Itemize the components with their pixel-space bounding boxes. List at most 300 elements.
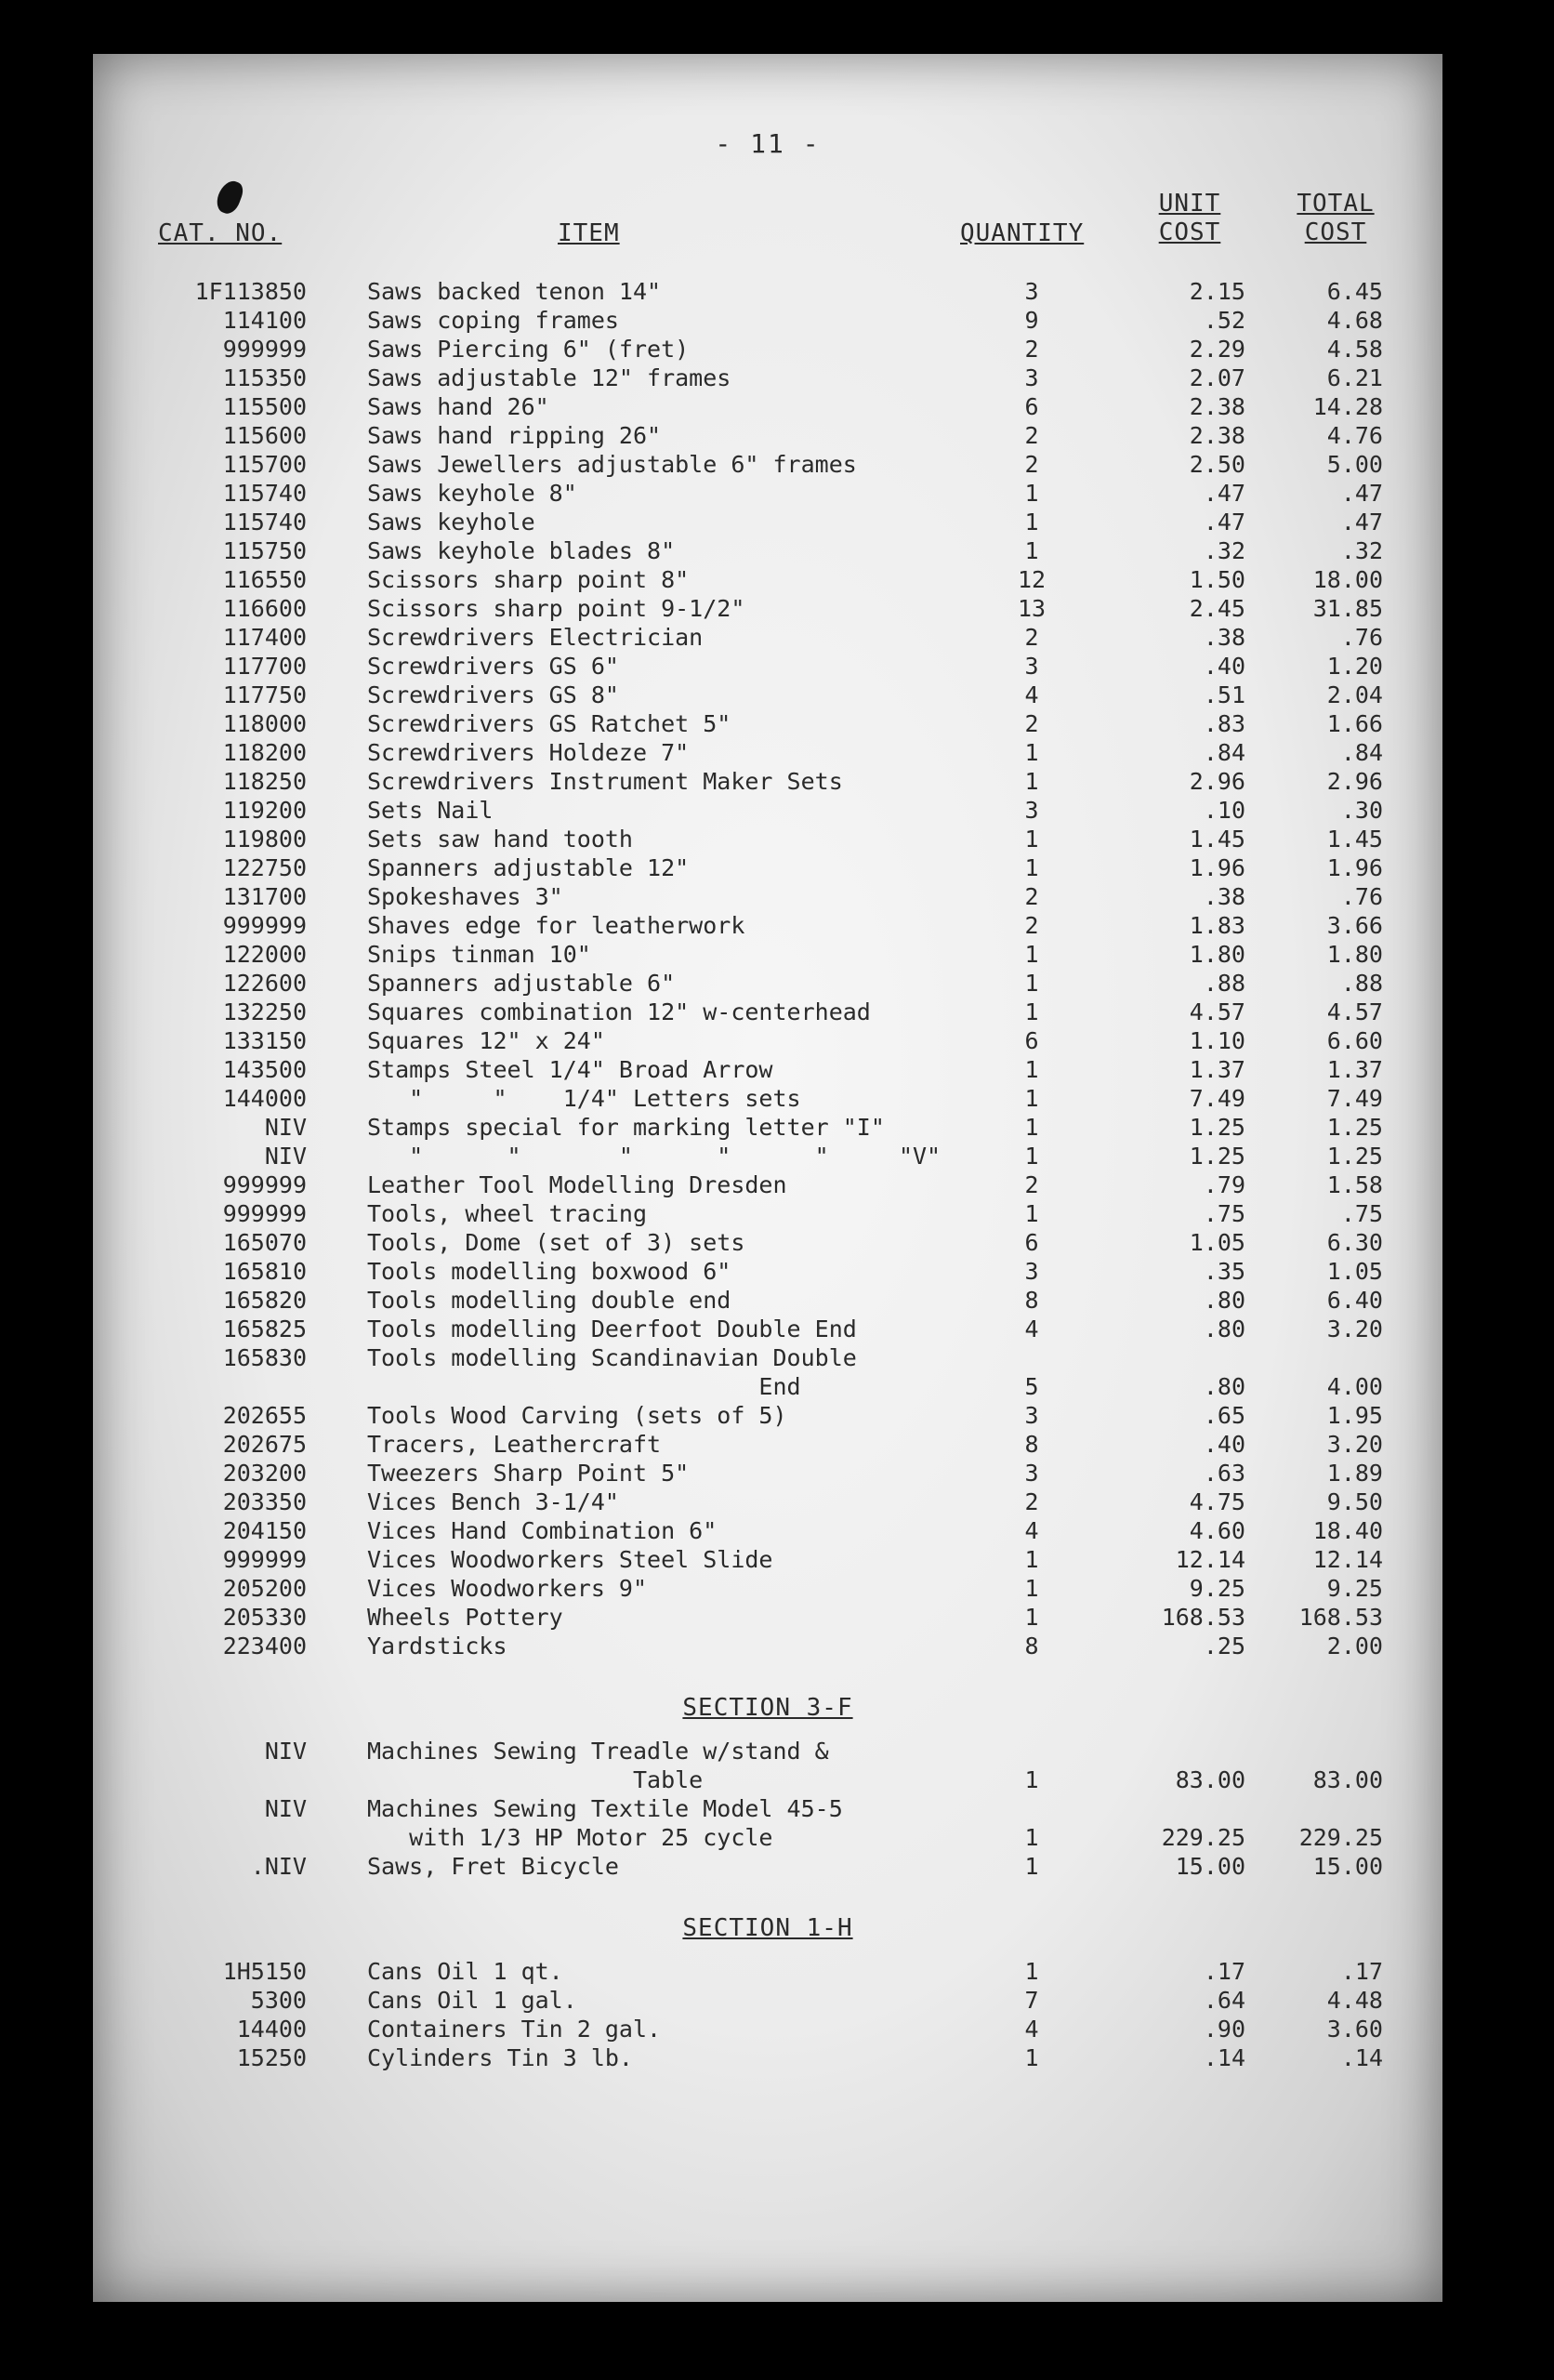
cat-no-cell: 204150 [222, 1517, 307, 1544]
table-row [93, 969, 1442, 998]
unit-cost-cell: .40 [1203, 1431, 1245, 1458]
item-cell: Squares combination 12" w-centerhead [367, 998, 871, 1025]
cat-no-cell: 117400 [222, 624, 307, 651]
table-row [93, 1401, 1442, 1430]
unit-cost-cell: .10 [1203, 797, 1245, 824]
total-cost-cell: .32 [1340, 537, 1383, 564]
item-cell: Sets saw hand tooth [367, 826, 633, 853]
item-cell: " " 1/4" Letters sets [367, 1085, 801, 1112]
cat-no-cell: 999999 [222, 1200, 307, 1227]
table-row [93, 1055, 1442, 1084]
unit-cost-cell: 12.14 [1175, 1546, 1245, 1573]
quantity-cell: 5 [1024, 1373, 1039, 1400]
cat-no-cell: NIV [264, 1114, 307, 1141]
table-row [93, 1228, 1442, 1257]
quantity-cell: 1 [1024, 1766, 1039, 1793]
item-cell: Vices Woodworkers 9" [367, 1575, 648, 1602]
unit-cost-cell: 2.45 [1189, 595, 1245, 622]
table-row [93, 911, 1442, 940]
total-cost-cell: .47 [1340, 480, 1383, 507]
total-cost-cell: 2.96 [1326, 768, 1383, 795]
quantity-cell: 2 [1024, 912, 1039, 939]
quantity-cell: 6 [1024, 1229, 1039, 1256]
item-cell: Saws Piercing 6" (fret) [367, 336, 690, 363]
cat-no-cell: 115740 [222, 509, 307, 536]
item-cell: Shaves edge for leatherwork [367, 912, 745, 939]
table-row [93, 738, 1442, 767]
quantity-cell: 1 [1024, 1853, 1039, 1880]
total-cost-cell: 3.20 [1326, 1431, 1383, 1458]
total-cost-cell: 2.00 [1326, 1633, 1383, 1659]
unit-cost-cell: 4.57 [1189, 998, 1245, 1025]
item-cell: Tools, wheel tracing [367, 1200, 648, 1227]
total-cost-cell: 3.60 [1326, 2016, 1383, 2043]
total-cost-cell: 4.00 [1326, 1373, 1383, 1400]
table-row [93, 1459, 1442, 1488]
quantity-cell: 2 [1024, 883, 1039, 910]
quantity-cell: 2 [1024, 451, 1039, 478]
spacer [93, 1660, 1442, 1679]
cat-no-cell: 203200 [222, 1460, 307, 1487]
table-row [93, 479, 1442, 508]
cat-no-cell: 165810 [222, 1258, 307, 1285]
table-row [93, 1199, 1442, 1228]
cat-no-cell: 118200 [222, 739, 307, 766]
table-row [93, 767, 1442, 796]
total-cost-cell: 6.45 [1326, 278, 1383, 305]
item-cell: Stamps special for marking letter "I" [367, 1114, 885, 1141]
table-row [93, 1286, 1442, 1315]
item-cell: Saws backed tenon 14" [367, 278, 662, 305]
item-cell: Spokeshaves 3" [367, 883, 563, 910]
table-row [93, 2043, 1442, 2072]
total-cost-cell: 6.60 [1326, 1027, 1383, 1054]
item-cell: Screwdrivers GS 6" [367, 653, 619, 680]
total-cost-cell: 9.50 [1326, 1488, 1383, 1515]
unit-cost-cell: .38 [1203, 624, 1245, 651]
item-cell: Containers Tin 2 gal. [367, 2016, 662, 2043]
cat-no-cell: 143500 [222, 1056, 307, 1083]
unit-cost-cell: .79 [1203, 1171, 1245, 1198]
quantity-cell: 2 [1024, 710, 1039, 737]
total-cost-cell: .17 [1340, 1958, 1383, 1985]
item-cell: Vices Bench 3-1/4" [367, 1488, 619, 1515]
header-cat-no: CAT. NO. [158, 219, 283, 247]
item-cell: Tools modelling Deerfoot Double End [367, 1316, 857, 1342]
cat-no-cell: 133150 [222, 1027, 307, 1054]
total-cost-cell: 7.49 [1326, 1085, 1383, 1112]
item-cell: Saws keyhole [367, 509, 535, 536]
total-cost-cell: 1.58 [1326, 1171, 1383, 1198]
total-cost-cell: 4.48 [1326, 1987, 1383, 2014]
cat-no-cell: 117700 [222, 653, 307, 680]
item-cell: Tweezers Sharp Point 5" [367, 1460, 690, 1487]
unit-cost-cell: .90 [1203, 2016, 1245, 2043]
table-row [93, 1516, 1442, 1545]
total-cost-cell: 6.30 [1326, 1229, 1383, 1256]
unit-cost-cell: 1.25 [1189, 1143, 1245, 1170]
total-cost-cell: 4.57 [1326, 998, 1383, 1025]
cat-no-cell: 144000 [222, 1085, 307, 1112]
unit-cost-cell: 1.80 [1189, 941, 1245, 968]
unit-cost-cell: 4.75 [1189, 1488, 1245, 1515]
unit-cost-cell: .32 [1203, 537, 1245, 564]
total-cost-cell: 4.58 [1326, 336, 1383, 363]
cat-no-cell: 999999 [222, 912, 307, 939]
table-row [93, 940, 1442, 969]
total-cost-cell: 1.20 [1326, 653, 1383, 680]
quantity-cell: 3 [1024, 797, 1039, 824]
cat-no-cell: 115700 [222, 451, 307, 478]
item-cell: Cylinders Tin 3 lb. [367, 2044, 633, 2071]
total-cost-cell: .76 [1340, 883, 1383, 910]
unit-cost-cell: .14 [1203, 2044, 1245, 2071]
table-row [93, 1794, 1442, 1852]
unit-cost-cell: .80 [1203, 1287, 1245, 1314]
total-cost-cell: 3.20 [1326, 1316, 1383, 1342]
main-rows [93, 277, 1442, 1660]
quantity-cell: 6 [1024, 393, 1039, 420]
table-row [93, 825, 1442, 853]
item-cell: Leather Tool Modelling Dresden [367, 1171, 787, 1198]
unit-cost-cell: 1.25 [1189, 1114, 1245, 1141]
total-cost-cell: 9.25 [1326, 1575, 1383, 1602]
quantity-cell: 2 [1024, 422, 1039, 449]
ink-blot [214, 178, 246, 217]
table-row [93, 508, 1442, 536]
table-row [93, 594, 1442, 623]
total-cost-cell: 31.85 [1312, 595, 1383, 622]
table-row [93, 1343, 1442, 1401]
item-cell: Cans Oil 1 gal. [367, 1987, 577, 2014]
cat-no-cell: 118250 [222, 768, 307, 795]
quantity-cell: 1 [1024, 480, 1039, 507]
item-cell: " " " " " "V" [367, 1143, 942, 1170]
total-cost-cell: 1.05 [1326, 1258, 1383, 1285]
item-cell: Machines Sewing Textile Model 45-5 with 1/3 HP Motor 25 cycle [367, 1795, 843, 1851]
quantity-cell: 2 [1024, 336, 1039, 363]
quantity-cell: 4 [1024, 681, 1039, 708]
table-row [93, 998, 1442, 1026]
item-cell: Tracers, Leathercraft [367, 1431, 662, 1458]
cat-no-cell: 999999 [222, 1546, 307, 1573]
cat-no-cell: 115500 [222, 393, 307, 420]
unit-cost-cell: 2.38 [1189, 422, 1245, 449]
item-cell: Scissors sharp point 9-1/2" [367, 595, 745, 622]
unit-cost-cell: .47 [1203, 480, 1245, 507]
total-cost-cell: 1.25 [1326, 1114, 1383, 1141]
quantity-cell: 2 [1024, 1488, 1039, 1515]
table-row [93, 1852, 1442, 1881]
quantity-cell: 2 [1024, 624, 1039, 651]
table-row [93, 623, 1442, 652]
unit-cost-cell: 2.29 [1189, 336, 1245, 363]
quantity-cell: 12 [1017, 566, 1047, 593]
table-row [93, 565, 1442, 594]
total-cost-cell: .47 [1340, 509, 1383, 536]
quantity-cell: 3 [1024, 1402, 1039, 1429]
quantity-cell: 1 [1024, 768, 1039, 795]
unit-cost-cell: 2.96 [1189, 768, 1245, 795]
quantity-cell: 2 [1024, 1171, 1039, 1198]
total-cost-cell: .88 [1340, 970, 1383, 997]
unit-cost-cell: .47 [1203, 509, 1245, 536]
quantity-cell: 1 [1024, 739, 1039, 766]
total-cost-cell: 12.14 [1312, 1546, 1383, 1573]
unit-cost-cell: .75 [1203, 1200, 1245, 1227]
table-row [93, 1603, 1442, 1632]
unit-cost-cell: .80 [1203, 1373, 1245, 1400]
unit-cost-cell: 1.83 [1189, 912, 1245, 939]
unit-cost-cell: .52 [1203, 307, 1245, 334]
total-cost-cell: .30 [1340, 797, 1383, 824]
cat-no-cell: 115750 [222, 537, 307, 564]
total-cost-cell: .75 [1340, 1200, 1383, 1227]
total-cost-cell: 4.76 [1326, 422, 1383, 449]
total-cost-cell: 18.00 [1312, 566, 1383, 593]
table-row [93, 1257, 1442, 1286]
item-cell: Vices Hand Combination 6" [367, 1517, 718, 1544]
quantity-cell: 6 [1024, 1027, 1039, 1054]
unit-cost-cell: .84 [1203, 739, 1245, 766]
item-cell: Saws Jewellers adjustable 6" frames [367, 451, 857, 478]
quantity-cell: 3 [1024, 1258, 1039, 1285]
table-row [93, 421, 1442, 450]
item-cell: Screwdrivers Electrician [367, 624, 704, 651]
cat-no-cell: 1F113850 [194, 278, 307, 305]
unit-cost-cell: 9.25 [1189, 1575, 1245, 1602]
table-row [93, 853, 1442, 882]
unit-cost-cell: .51 [1203, 681, 1245, 708]
quantity-cell: 1 [1024, 537, 1039, 564]
quantity-cell: 7 [1024, 1987, 1039, 2014]
table-row [93, 882, 1442, 911]
cat-no-cell: 116550 [222, 566, 307, 593]
item-cell: Screwdrivers Instrument Maker Sets [367, 768, 843, 795]
quantity-cell: 1 [1024, 941, 1039, 968]
unit-cost-cell: 1.45 [1189, 826, 1245, 853]
item-cell: Tools, Dome (set of 3) sets [367, 1229, 745, 1256]
total-cost-cell: 18.40 [1312, 1517, 1383, 1544]
cat-no-cell: 999999 [222, 336, 307, 363]
quantity-cell: 4 [1024, 1316, 1039, 1342]
table-row [93, 277, 1442, 306]
cat-no-cell: 117750 [222, 681, 307, 708]
table-row [93, 1957, 1442, 1986]
cat-no-cell: 119800 [222, 826, 307, 853]
unit-cost-cell: 1.96 [1189, 854, 1245, 881]
table-row [93, 1315, 1442, 1343]
unit-cost-cell: 1.05 [1189, 1229, 1245, 1256]
table-row [93, 1142, 1442, 1170]
unit-cost-cell: .40 [1203, 653, 1245, 680]
item-cell: Screwdrivers GS Ratchet 5" [367, 710, 731, 737]
item-cell: Yardsticks [367, 1633, 507, 1659]
cat-no-cell: 122600 [222, 970, 307, 997]
total-cost-cell: 1.37 [1326, 1056, 1383, 1083]
table-row [93, 1574, 1442, 1603]
quantity-cell: 3 [1024, 278, 1039, 305]
table-row [93, 1113, 1442, 1142]
unit-cost-cell: 1.37 [1189, 1056, 1245, 1083]
total-cost-cell: 15.00 [1312, 1853, 1383, 1880]
unit-cost-cell: .38 [1203, 883, 1245, 910]
quantity-cell: 3 [1024, 364, 1039, 391]
table-row [93, 1545, 1442, 1574]
table-row [93, 652, 1442, 681]
unit-cost-cell: 1.50 [1189, 566, 1245, 593]
cat-no-cell: 165070 [222, 1229, 307, 1256]
unit-cost-cell: .83 [1203, 710, 1245, 737]
unit-cost-cell: 83.00 [1175, 1766, 1245, 1793]
item-cell: Snips tinman 10" [367, 941, 591, 968]
unit-cost-cell: 168.53 [1161, 1604, 1245, 1631]
quantity-cell: 1 [1024, 1056, 1039, 1083]
cat-no-cell: 116600 [222, 595, 307, 622]
item-cell: Tools modelling double end [367, 1287, 731, 1314]
item-cell: Tools modelling Scandinavian Double End [367, 1344, 857, 1400]
cat-no-cell: 165830 [222, 1344, 307, 1371]
total-cost-cell: 2.04 [1326, 681, 1383, 708]
table-row [93, 2015, 1442, 2043]
total-cost-cell: 168.53 [1298, 1604, 1383, 1631]
item-cell: Squares 12" x 24" [367, 1027, 605, 1054]
unit-cost-cell: 229.25 [1161, 1824, 1245, 1851]
table-row [93, 1026, 1442, 1055]
section-1h-rows [93, 1957, 1442, 2072]
cat-no-cell: 115350 [222, 364, 307, 391]
item-cell: Saws keyhole blades 8" [367, 537, 676, 564]
item-cell: Saws hand 26" [367, 393, 549, 420]
table-row [93, 1170, 1442, 1199]
table-row [93, 364, 1442, 392]
total-cost-cell: 1.25 [1326, 1143, 1383, 1170]
cat-no-cell: 202675 [222, 1431, 307, 1458]
header-unit-cost: UNIT COST [1158, 190, 1221, 246]
cat-no-cell: .NIV [250, 1853, 307, 1880]
spacer [93, 1881, 1442, 1899]
unit-cost-cell: .63 [1203, 1460, 1245, 1487]
total-cost-cell: 1.89 [1326, 1460, 1383, 1487]
cat-no-cell: 122750 [222, 854, 307, 881]
cat-no-cell: 5300 [250, 1987, 307, 2014]
table-row [93, 1986, 1442, 2015]
item-cell: Stamps Steel 1/4" Broad Arrow [367, 1056, 773, 1083]
item-cell: Spanners adjustable 12" [367, 854, 690, 881]
cat-no-cell: 999999 [222, 1171, 307, 1198]
quantity-cell: 1 [1024, 854, 1039, 881]
cat-no-cell: 205200 [222, 1575, 307, 1602]
unit-cost-cell: 2.38 [1189, 393, 1245, 420]
table-row [93, 392, 1442, 421]
unit-cost-cell: 7.49 [1189, 1085, 1245, 1112]
total-cost-cell: 1.80 [1326, 941, 1383, 968]
item-cell: Sets Nail [367, 797, 494, 824]
cat-no-cell: 203350 [222, 1488, 307, 1515]
item-cell: Spanners adjustable 6" [367, 970, 676, 997]
total-cost-cell: .14 [1340, 2044, 1383, 2071]
cat-no-cell: 115600 [222, 422, 307, 449]
quantity-cell: 1 [1024, 1085, 1039, 1112]
table-row [93, 335, 1442, 364]
cat-no-cell: 132250 [222, 998, 307, 1025]
item-cell: Wheels Pottery [367, 1604, 563, 1631]
quantity-cell: 8 [1024, 1287, 1039, 1314]
cat-no-cell: NIV [264, 1795, 307, 1822]
item-cell: Tools modelling boxwood 6" [367, 1258, 731, 1285]
total-cost-cell: 1.95 [1326, 1402, 1383, 1429]
table-row [93, 536, 1442, 565]
cat-no-cell: 165825 [222, 1316, 307, 1342]
unit-cost-cell: .25 [1203, 1633, 1245, 1659]
cat-no-cell: 122000 [222, 941, 307, 968]
total-cost-cell: 6.40 [1326, 1287, 1383, 1314]
unit-cost-cell: 2.50 [1189, 451, 1245, 478]
table-row [93, 681, 1442, 709]
cat-no-cell: 15250 [236, 2044, 307, 2071]
item-cell: Vices Woodworkers Steel Slide [367, 1546, 773, 1573]
item-cell: Saws hand ripping 26" [367, 422, 662, 449]
table-row [93, 1632, 1442, 1660]
unit-cost-cell: 2.15 [1189, 278, 1245, 305]
quantity-cell: 13 [1017, 595, 1047, 622]
total-cost-cell: 5.00 [1326, 451, 1383, 478]
quantity-cell: 1 [1024, 1575, 1039, 1602]
unit-cost-cell: .64 [1203, 1987, 1245, 2014]
section-3f-title: SECTION 3-F [682, 1694, 853, 1722]
cat-no-cell: 118000 [222, 710, 307, 737]
cat-no-cell: 14400 [236, 2016, 307, 2043]
table-row [93, 1430, 1442, 1459]
header-total-cost: TOTAL COST [1297, 190, 1375, 246]
unit-cost-cell: .17 [1203, 1958, 1245, 1985]
unit-cost-cell: 1.10 [1189, 1027, 1245, 1054]
item-cell: Saws coping frames [367, 307, 619, 334]
total-cost-cell: 1.96 [1326, 854, 1383, 881]
unit-cost-cell: 2.07 [1189, 364, 1245, 391]
document-page [93, 54, 1442, 2302]
total-cost-cell: 1.45 [1326, 826, 1383, 853]
quantity-cell: 1 [1024, 1604, 1039, 1631]
quantity-cell: 1 [1024, 2044, 1039, 2071]
total-cost-cell: .84 [1340, 739, 1383, 766]
item-cell: Tools Wood Carving (sets of 5) [367, 1402, 787, 1429]
quantity-cell: 1 [1024, 1200, 1039, 1227]
header-item: ITEM [558, 219, 620, 247]
total-cost-cell: 14.28 [1312, 393, 1383, 420]
cat-no-cell: 205330 [222, 1604, 307, 1631]
table-row [93, 1737, 1442, 1794]
page-number: - 11 - [715, 128, 821, 159]
quantity-cell: 1 [1024, 826, 1039, 853]
total-cost-cell: 4.68 [1326, 307, 1383, 334]
item-cell: Cans Oil 1 qt. [367, 1958, 563, 1985]
unit-cost-cell: .65 [1203, 1402, 1245, 1429]
unit-cost-cell: .35 [1203, 1258, 1245, 1285]
total-cost-cell: .76 [1340, 624, 1383, 651]
quantity-cell: 1 [1024, 1546, 1039, 1573]
total-cost-cell: 6.21 [1326, 364, 1383, 391]
total-cost-cell: 1.66 [1326, 710, 1383, 737]
item-cell: Scissors sharp point 8" [367, 566, 690, 593]
table-row [93, 709, 1442, 738]
cat-no-cell: NIV [264, 1738, 307, 1765]
quantity-cell: 1 [1024, 509, 1039, 536]
unit-cost-cell: 4.60 [1189, 1517, 1245, 1544]
cat-no-cell: 1H5150 [222, 1958, 307, 1985]
table-row [93, 306, 1442, 335]
item-cell: Saws, Fret Bicycle [367, 1853, 619, 1880]
